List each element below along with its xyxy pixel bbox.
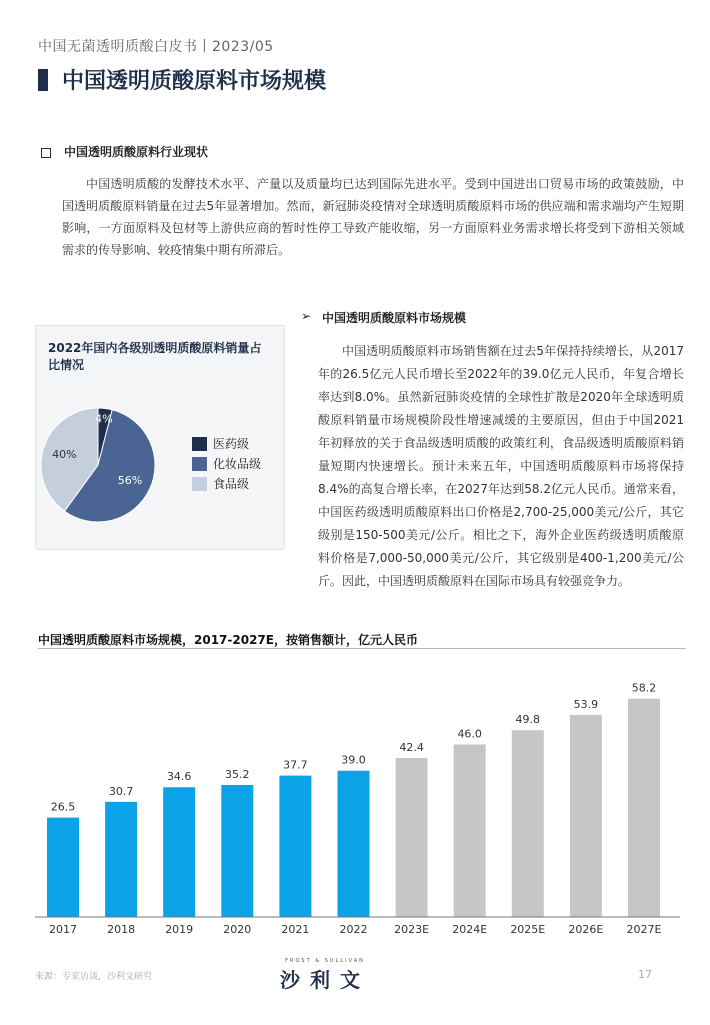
chart-title-rule <box>38 648 686 649</box>
bar-2019 <box>163 787 195 917</box>
bar-value-label: 49.8 <box>515 713 541 727</box>
bar-2021 <box>279 776 311 917</box>
bar-chart-title: 中国透明质酸原料市场规模，2017-2027E，按销售额计，亿元人民币 <box>38 633 418 647</box>
report-subtitle: 中国无菌透明质酸白皮书丨2023/05 <box>38 39 274 55</box>
logo-sullivan-cn: 沙利文 <box>280 968 370 992</box>
x-tick-label: 2023E <box>394 923 430 936</box>
pie-chart-title: 2022年国内各级别透明质酸原料销量占比情况 <box>48 341 262 372</box>
bar-2022 <box>338 771 370 917</box>
bar-2017 <box>47 818 79 917</box>
bar-value-label: 26.5 <box>50 800 76 814</box>
pie-value-label-1: 56% <box>117 474 143 488</box>
x-tick-label: 2020 <box>223 923 252 936</box>
bar-value-label: 35.2 <box>225 767 250 781</box>
bar-2024E <box>454 744 486 917</box>
x-tick-label: 2022 <box>339 923 368 936</box>
bar-chart <box>30 660 690 945</box>
bar-2027E <box>628 699 660 917</box>
legend-label-0: 医药级 <box>213 437 250 451</box>
logo-frost-sullivan: FROST & SULLIVAN <box>285 958 365 964</box>
bar-value-label: 46.0 <box>457 727 482 741</box>
bar-2023E <box>396 758 428 917</box>
pie-value-label-2: 40% <box>52 448 77 462</box>
x-tick-label: 2025E <box>510 923 546 936</box>
x-tick-label: 2024E <box>452 923 488 936</box>
legend-swatch-1 <box>192 457 207 471</box>
legend-label-1: 化妆品级 <box>213 457 262 471</box>
x-tick-label: 2017 <box>49 923 77 936</box>
x-tick-label: 2018 <box>107 923 136 936</box>
x-tick-label: 2021 <box>281 923 310 936</box>
pie-chart <box>40 395 280 535</box>
bar-value-label: 58.2 <box>631 681 657 695</box>
section2-paragraph: 中国透明质酸原料市场销售额在过去5年保持持续增长，从2017年的26.5亿元人民币增长至2022年的39.0亿元人民币，年复合增长率达到8.0%。虽然新冠肺炎疫情的全球性扩散是2020年全球透明质酸原料销量市场规模阶段性增速减缓的主要原因，但由于中国2021年初释放的关于食品级透明质酸的政策红利，食品级透明质酸原料销量短期内快速增长。预计未来五年，中国透明质酸原料市场将保持8.4%的高复合增长率，在2027年达到58.2亿元人民币。通常来看，中国医药级透明质酸原料出口价格是2,700-25,000美元/公斤，其它级别是150-500美元/公斤。相比之下，海外企业医药级透明质酸原料价格是7,000-50,000美元/公斤，其它级别是400-1,200美元/公斤。因此，中国透明质酸原料在国际市场具有较强竞争力。 <box>318 344 684 588</box>
x-tick-label: 2027E <box>626 923 662 936</box>
legend-swatch-0 <box>192 437 207 451</box>
legend-label-2: 食品级 <box>213 477 250 491</box>
bar-value-label: 42.4 <box>399 740 424 754</box>
legend-swatch-2 <box>192 477 207 491</box>
bar-2026E <box>570 715 602 917</box>
section1-paragraph: 中国透明质酸的发酵技术水平、产量以及质量均已达到国际先进水平。受到中国进出口贸易市场的政策鼓励，中国透明质酸原料销量在过去5年显著增加。然而，新冠肺炎疫情对全球透明质酸原料市场的供应端和需求端均产生短期影响，一方面原料及包材等上游供应商的暂时性停工导致产能收缩，另一方面原料业务需求增长将受到下游相关领域需求的传导影响、较疫情集中期有所滞后。 <box>62 177 684 257</box>
title-accent-bar <box>38 69 48 91</box>
pie-value-label-0: 4% <box>95 412 113 426</box>
footer-source: 来源：专家访谈，沙利文研究 <box>35 972 153 982</box>
bar-2020 <box>221 785 253 917</box>
bar-value-label: 39.0 <box>341 753 366 767</box>
x-tick-label: 2026E <box>568 923 604 936</box>
x-tick-label: 2019 <box>165 923 194 936</box>
page-number: 17 <box>638 968 652 981</box>
bar-value-label: 30.7 <box>108 784 134 798</box>
checkbox-bullet-icon <box>41 148 51 158</box>
arrow-bullet-icon: ➢ <box>301 309 312 323</box>
bar-2018 <box>105 802 137 917</box>
bar-value-label: 34.6 <box>166 770 192 784</box>
bar-2025E <box>512 730 544 917</box>
bar-value-label: 53.9 <box>573 697 599 711</box>
section1-heading: 中国透明质酸原料行业现状 <box>64 145 209 159</box>
bar-value-label: 37.7 <box>283 758 308 772</box>
section2-heading: 中国透明质酸原料市场规模 <box>322 311 467 325</box>
page-title: 中国透明质酸原料市场规模 <box>62 69 327 94</box>
